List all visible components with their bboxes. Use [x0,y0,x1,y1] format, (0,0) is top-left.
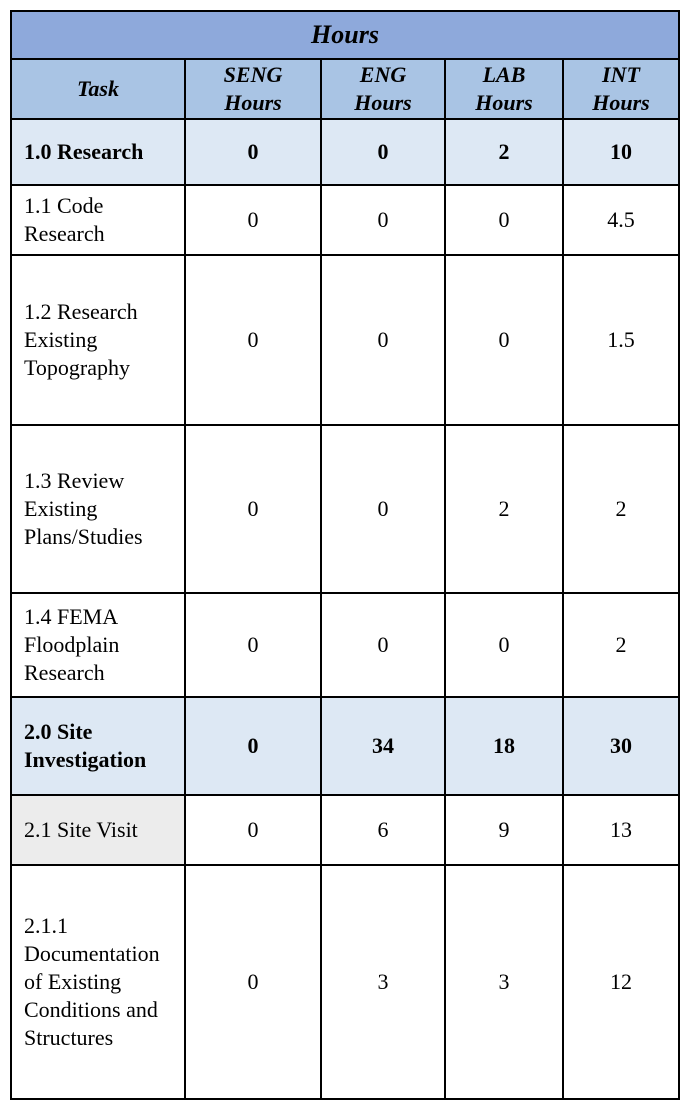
header-task [11,59,185,119]
header-int-line2: Hours [592,90,650,115]
table-row [11,593,679,697]
int-cell: 10 [563,119,679,185]
table-row [11,697,679,795]
header-lab-line2: Hours [475,90,533,115]
seng-cell: 0 [185,865,321,1099]
table-row [11,185,679,255]
table-row [11,865,679,1099]
header-eng-line1: ENG [359,62,407,87]
eng-cell: 6 [321,795,445,865]
lab-cell: 0 [445,185,563,255]
eng-cell: 34 [321,697,445,795]
task-cell: 2.1.1 Documentation of Existing Conditions and Structures [11,865,185,1099]
seng-cell: 0 [185,255,321,425]
header-seng-line1: SENG [223,62,283,87]
table-row [11,795,679,865]
header-seng-hours [185,59,321,119]
lab-cell: 2 [445,119,563,185]
seng-cell: 0 [185,593,321,697]
header-lab-hours [445,59,563,119]
task-cell: 1.0 Research [11,119,185,185]
seng-cell: 0 [185,697,321,795]
lab-cell: 18 [445,697,563,795]
lab-cell: 2 [445,425,563,593]
header-seng-line2: Hours [224,90,282,115]
eng-cell: 0 [321,255,445,425]
task-cell: 2.0 Site Investigation [11,697,185,795]
eng-cell: 0 [321,425,445,593]
table-row [11,119,679,185]
seng-cell: 0 [185,119,321,185]
int-cell: 13 [563,795,679,865]
eng-cell: 0 [321,119,445,185]
table-row [11,425,679,593]
eng-cell: 3 [321,865,445,1099]
int-cell: 2 [563,593,679,697]
lab-cell: 3 [445,865,563,1099]
task-cell: 1.4 FEMA Floodplain Research [11,593,185,697]
task-cell: 1.1 Code Research [11,185,185,255]
seng-cell: 0 [185,795,321,865]
int-cell: 1.5 [563,255,679,425]
seng-cell: 0 [185,185,321,255]
table-title: Hours [11,11,679,59]
int-cell: 2 [563,425,679,593]
hours-table [10,10,680,1100]
eng-cell: 0 [321,185,445,255]
header-task-label: Task [77,76,119,101]
task-cell: 2.1 Site Visit [11,795,185,865]
header-int-hours [563,59,679,119]
lab-cell: 0 [445,255,563,425]
lab-cell: 0 [445,593,563,697]
task-cell: 1.2 Research Existing Topography [11,255,185,425]
task-cell: 1.3 Review Existing Plans/Studies [11,425,185,593]
lab-cell: 9 [445,795,563,865]
header-int-line1: INT [602,62,640,87]
table-row [11,255,679,425]
header-eng-line2: Hours [354,90,412,115]
int-cell: 4.5 [563,185,679,255]
header-lab-line1: LAB [482,62,526,87]
int-cell: 12 [563,865,679,1099]
seng-cell: 0 [185,425,321,593]
int-cell: 30 [563,697,679,795]
header-eng-hours [321,59,445,119]
eng-cell: 0 [321,593,445,697]
